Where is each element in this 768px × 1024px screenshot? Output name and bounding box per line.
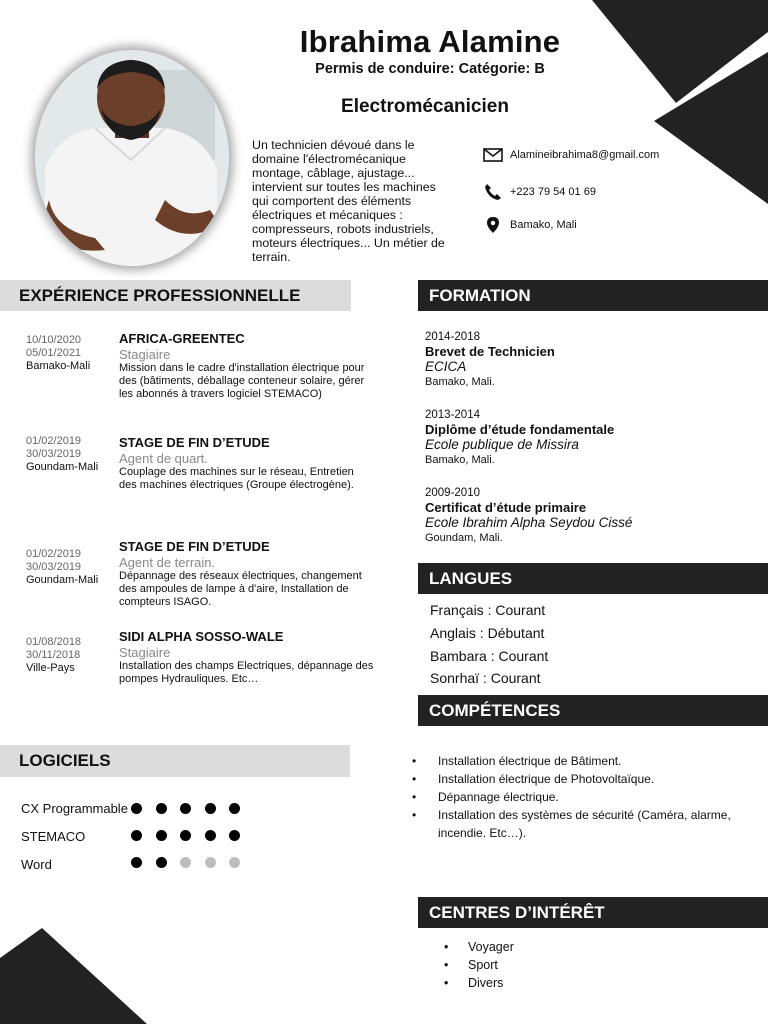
experience-description: Dépannage des réseaux électriques, changement des ampoules de lampe à d'aire, Installation de compteurs ISAGO. bbox=[119, 570, 362, 608]
education-item bbox=[425, 408, 745, 467]
rating-dot-filled bbox=[156, 830, 167, 841]
envelope-icon bbox=[482, 146, 504, 164]
skill-item bbox=[412, 806, 758, 842]
education-degree: Brevet de Technicien bbox=[425, 344, 555, 359]
experience-end: 30/03/2019 bbox=[26, 561, 82, 573]
rating-dot-filled bbox=[229, 830, 240, 841]
education-location: Bamako, Mali. bbox=[425, 376, 495, 388]
interests-list bbox=[444, 938, 514, 992]
phone-text[interactable]: +223 79 54 01 69 bbox=[510, 186, 596, 198]
contact-location bbox=[482, 216, 577, 234]
education-school: Ecole Ibrahim Alpha Seydou Cissé bbox=[425, 515, 633, 530]
experience-title: STAGE DE FIN D’ETUDE bbox=[119, 435, 270, 450]
education-school: Ecole publique de Missira bbox=[425, 437, 579, 452]
bottom-left-triangle bbox=[0, 928, 147, 1024]
education-years: 2009-2010 bbox=[425, 487, 480, 499]
skill-item bbox=[412, 788, 758, 806]
software-name: Word bbox=[21, 857, 52, 872]
interest-item bbox=[444, 974, 514, 992]
bullet-icon: • bbox=[444, 958, 449, 972]
experience-description: Installation des champs Electriques, dépannage des pompes Hydrauliques. Etc… bbox=[119, 660, 374, 685]
education-degree: Diplôme d’étude fondamentale bbox=[425, 422, 615, 437]
rating-dot-filled bbox=[131, 830, 142, 841]
software-rating bbox=[131, 830, 254, 841]
interest-item bbox=[444, 956, 514, 974]
bullet-icon: • bbox=[412, 754, 417, 768]
software-name: STEMACO bbox=[21, 829, 86, 844]
skill-text: Installation des systèmes de sécurité (Caméra, alarme, incendie. Etc…). bbox=[438, 808, 731, 840]
experience-place: Bamako-Mali bbox=[26, 360, 91, 372]
experience-dates bbox=[26, 334, 121, 373]
software-rating bbox=[131, 803, 254, 814]
interest-text: Voyager bbox=[468, 940, 514, 954]
language-item: Bambara : Courant bbox=[430, 647, 549, 664]
experience-place: Goundam-Mali bbox=[26, 574, 99, 586]
rating-dot-filled bbox=[131, 857, 142, 868]
bullet-icon: • bbox=[412, 808, 417, 822]
rating-dot-filled bbox=[229, 803, 240, 814]
experience-description: Couplage des machines sur le réseau, Entretien des machines électriques (Groupe électrogène). bbox=[119, 466, 354, 491]
email-text[interactable]: Alamineibrahima8@gmail.com bbox=[510, 149, 660, 161]
candidate-name: Ibrahima Alamine bbox=[299, 24, 561, 59]
experience-start: 01/02/2019 bbox=[26, 435, 82, 447]
bullet-icon: • bbox=[444, 976, 449, 990]
map-pin-icon bbox=[482, 216, 504, 234]
experience-item bbox=[119, 435, 374, 492]
experience-item bbox=[119, 629, 374, 686]
education-school: ECICA bbox=[425, 359, 467, 374]
experience-place: Goundam-Mali bbox=[26, 461, 99, 473]
experience-role: Stagiaire bbox=[119, 645, 171, 660]
contact-email[interactable] bbox=[482, 146, 659, 164]
rating-dot-filled bbox=[131, 803, 142, 814]
profile-photo-illustration bbox=[35, 50, 229, 266]
rating-dot-empty bbox=[229, 857, 240, 868]
education-heading: FORMATION bbox=[418, 280, 768, 311]
education-years: 2014-2018 bbox=[425, 331, 480, 343]
interest-text: Divers bbox=[468, 976, 504, 990]
education-location: Goundam, Mali. bbox=[425, 532, 503, 544]
rating-dot-filled bbox=[205, 803, 216, 814]
skills-list bbox=[412, 752, 758, 842]
skills-heading: COMPÉTENCES bbox=[418, 695, 768, 726]
education-item bbox=[425, 330, 745, 389]
language-item: Français : Courant bbox=[430, 602, 546, 618]
bullet-icon: • bbox=[412, 790, 417, 804]
experience-description: Mission dans le cadre d'installation électrique pour des (bâtiments, déballage conteneur solaire, gérer les abonnés à travers logiciel STEMACO) bbox=[119, 362, 365, 400]
profile-summary: Un technicien dévoué dans le domaine l'électromécanique montage, câblage, ajustage... intervient sur toutes les machines qui comportent des éléments électriques et mécaniques : compresseurs, robots industriels, moteurs électriques... Un métier de terrain. bbox=[252, 138, 445, 264]
experience-end: 05/01/2021 bbox=[26, 347, 82, 359]
language-item: Anglais : Débutant bbox=[430, 624, 545, 641]
bullet-icon: • bbox=[412, 772, 417, 786]
rating-dot-empty bbox=[180, 857, 191, 868]
interests-heading: CENTRES D’INTÉRÊT bbox=[418, 897, 768, 928]
software-name: CX Programmable bbox=[21, 801, 128, 816]
education-degree: Certificat d’étude primaire bbox=[425, 500, 587, 515]
languages-heading: LANGUES bbox=[418, 563, 768, 594]
experience-dates bbox=[26, 636, 121, 675]
experience-heading: EXPÉRIENCE PROFESSIONNELLE bbox=[0, 280, 351, 311]
bullet-icon: • bbox=[444, 940, 449, 954]
experience-item bbox=[119, 539, 374, 608]
skill-text: Installation électrique de Photovoltaïque. bbox=[438, 772, 655, 786]
experience-role: Agent de terrain. bbox=[119, 555, 216, 570]
rating-dot-filled bbox=[156, 803, 167, 814]
software-heading: LOGICIELS bbox=[0, 745, 350, 777]
interest-item bbox=[444, 938, 514, 956]
experience-start: 01/02/2019 bbox=[26, 548, 82, 560]
skill-text: Installation électrique de Bâtiment. bbox=[438, 754, 622, 768]
experience-title: SIDI ALPHA SOSSO-WALE bbox=[119, 629, 284, 644]
education-location: Bamako, Mali. bbox=[425, 454, 495, 466]
language-item: Sonrhaï : Courant bbox=[430, 670, 541, 687]
rating-dot-filled bbox=[156, 857, 167, 868]
education-years: 2013-2014 bbox=[425, 409, 480, 421]
experience-end: 30/11/2018 bbox=[26, 649, 81, 661]
skill-item bbox=[412, 752, 758, 770]
experience-end: 30/03/2019 bbox=[26, 448, 82, 460]
experience-title: STAGE DE FIN D’ETUDE bbox=[119, 539, 270, 554]
experience-dates bbox=[26, 548, 121, 587]
experience-start: 01/08/2018 bbox=[26, 636, 82, 648]
education-item bbox=[425, 486, 745, 545]
driving-license: Permis de conduire: Catégorie: B bbox=[315, 61, 545, 77]
software-rating bbox=[131, 857, 254, 868]
rating-dot-filled bbox=[205, 830, 216, 841]
contact-phone[interactable] bbox=[482, 183, 596, 201]
experience-place: Ville-Pays bbox=[26, 662, 75, 674]
experience-start: 10/10/2020 bbox=[26, 334, 82, 346]
job-title: Electromécanicien bbox=[341, 96, 509, 117]
skill-item bbox=[412, 770, 758, 788]
rating-dot-filled bbox=[180, 803, 191, 814]
rating-dot-empty bbox=[205, 857, 216, 868]
profile-photo bbox=[35, 50, 229, 266]
skill-text: Dépannage électrique. bbox=[438, 790, 559, 804]
experience-role: Stagiaire bbox=[119, 347, 171, 362]
interest-text: Sport bbox=[468, 958, 498, 972]
experience-dates bbox=[26, 435, 121, 474]
experience-item bbox=[119, 331, 374, 400]
experience-role: Agent de quart. bbox=[119, 451, 208, 466]
phone-icon bbox=[482, 183, 504, 201]
languages-list bbox=[430, 599, 548, 690]
experience-title: AFRICA-GREENTEC bbox=[119, 331, 245, 346]
location-text: Bamako, Mali bbox=[510, 219, 577, 231]
rating-dot-filled bbox=[180, 830, 191, 841]
